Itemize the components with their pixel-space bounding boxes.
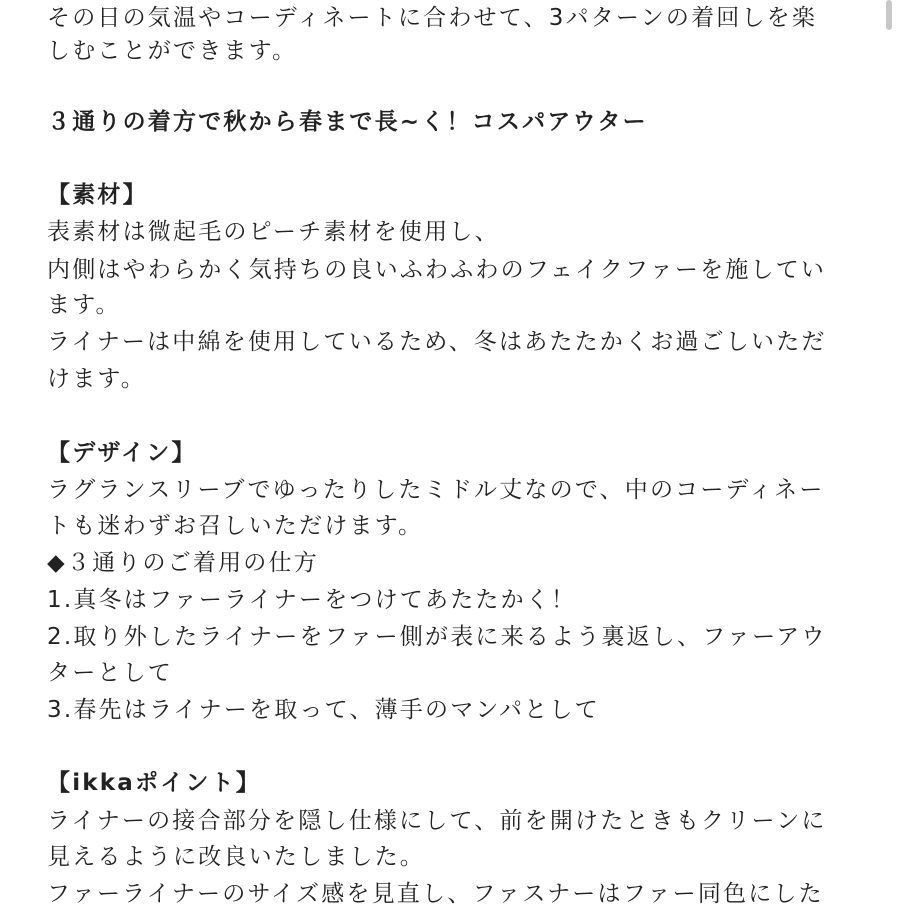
intro-line-1: その日の気温やコーディネートに合わせて、3パターンの着回しを楽 [47, 5, 818, 31]
design-title: 【デザイン】 [47, 440, 197, 466]
point-line-2: 見えるように改良いたしました。 [47, 844, 425, 870]
design-line-1: ラグランスリーブでゆったりしたミドル丈なので、中のコーディネー [47, 477, 825, 503]
point-line-3: ファーライナーのサイズ感を見直し、ファスナーはファー同色にした [47, 881, 824, 907]
design-line-7: 3.春先はライナーを取って、薄手のマンパとして [47, 697, 600, 723]
material-line-5: けます。 [47, 366, 146, 392]
section-heading: ３通りの着方で秋から春まで長~く！コスパアウター [47, 109, 648, 135]
material-title: 【素材】 [47, 182, 148, 208]
material-line-3: ます。 [47, 292, 121, 318]
intro-line-2: しむことができます。 [47, 38, 298, 64]
design-line-6: ターとして [47, 660, 173, 686]
design-line-3: ◆３通りのご着用の仕方 [47, 550, 319, 576]
point-title: 【ikkaポイント】 [47, 770, 261, 796]
scrollbar-thumb[interactable] [886, 0, 892, 30]
design-line-5: 2.取り外したライナーをファー側が表に来るよう裏返し、ファーアウ [47, 624, 827, 650]
point-line-1: ライナーの接合部分を隠し仕様にして、前を開けたときもクリーンに [47, 808, 827, 834]
design-line-4: 1.真冬はファーライナーをつけてあたたかく！ [47, 587, 577, 613]
design-line-2: トも迷わずお召しいただけます。 [47, 513, 424, 539]
material-line-1: 表素材は微起毛のピーチ素材を使用し、 [47, 219, 500, 245]
material-line-2: 内側はやわらかく気持ちの良いふわふわのフェイクファーを施してい [47, 257, 827, 283]
scrollbar[interactable] [883, 0, 897, 897]
material-line-4: ライナーは中綿を使用しているため、冬はあたたかくお過ごしいただ [47, 329, 827, 355]
